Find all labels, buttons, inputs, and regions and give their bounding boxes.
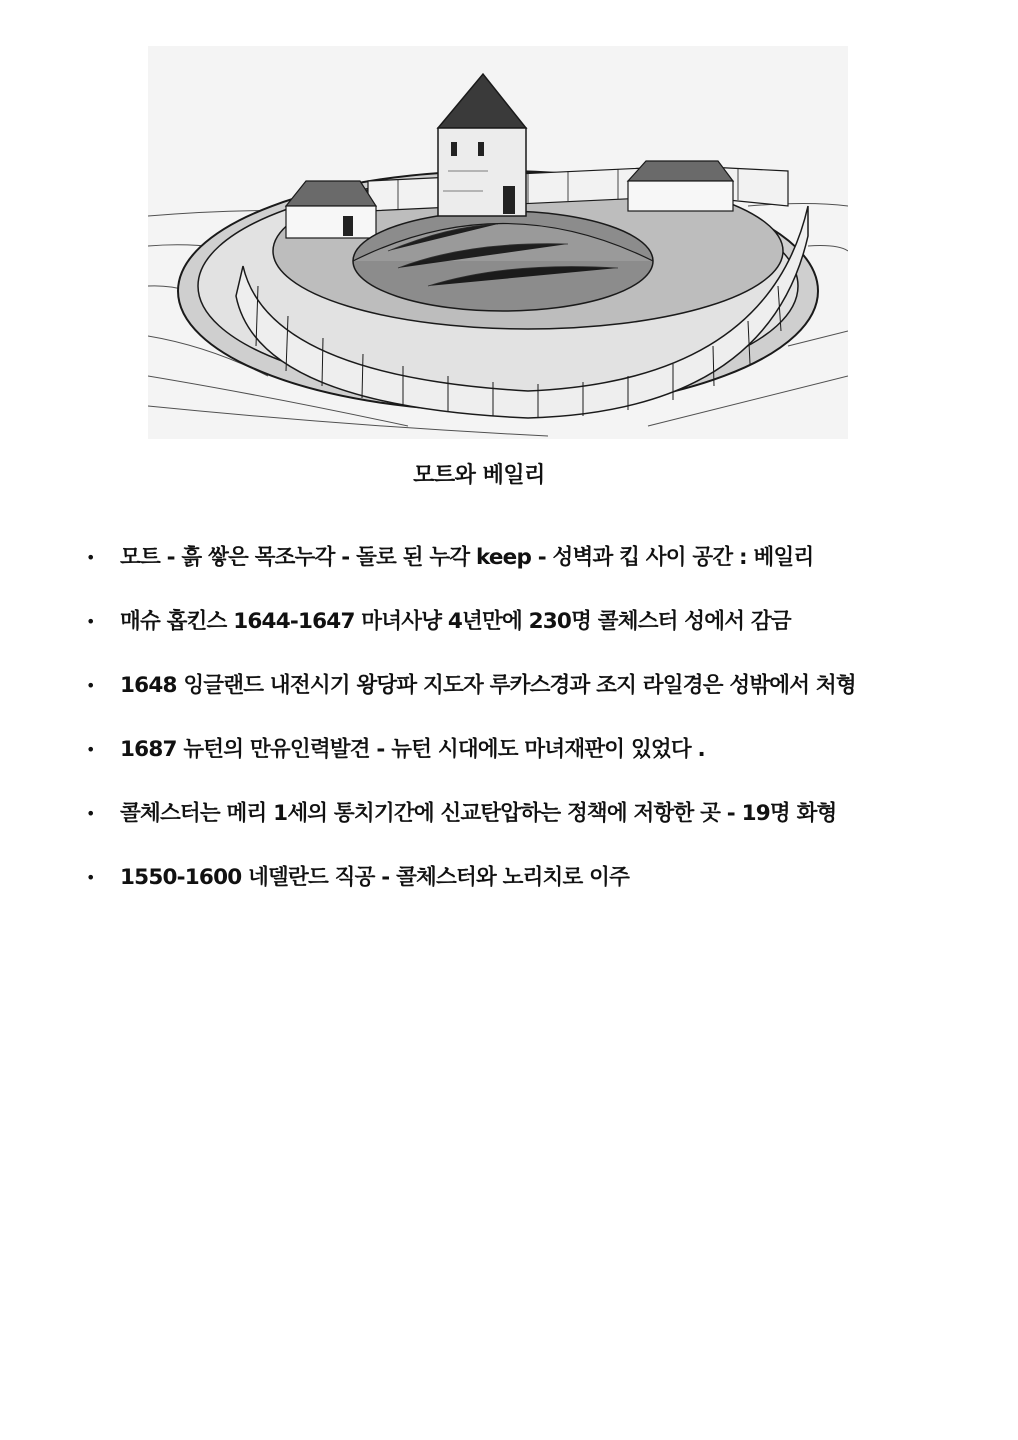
- bullet-dot-icon: •: [86, 804, 95, 823]
- bullet-dot-icon: •: [86, 676, 95, 695]
- motte-and-bailey-illustration: [148, 46, 848, 439]
- list-item: [80, 602, 1000, 666]
- bullet-text: 1687 뉴턴의 만유인력발견 - 뉴턴 시대에도 마녀재판이 있었다 .: [120, 737, 705, 762]
- bullet-dot-icon: •: [86, 740, 95, 759]
- list-item: [80, 538, 1000, 602]
- bullet-text: 모트 - 흙 쌓은 목조누각 - 돌로 된 누각 keep - 성벽과 킵 사이 공간 : 베일리: [120, 545, 814, 570]
- bullet-text: 매슈 홉킨스 1644-1647 마녀사냥 4년만에 230명 콜체스터 성에서 감금: [120, 609, 791, 634]
- bullet-text: 1648 잉글랜드 내전시기 왕당파 지도자 루카스경과 조지 라일경은 성밖에서 처형: [120, 673, 856, 698]
- bullet-dot-icon: •: [86, 612, 95, 631]
- list-item: [80, 666, 1000, 730]
- bullet-text: 1550-1600 네델란드 직공 - 콜체스터와 노리치로 이주: [120, 865, 630, 890]
- figure-caption: 모트와 베일리: [413, 463, 545, 488]
- list-item: [80, 730, 1000, 794]
- list-item: [80, 858, 1000, 922]
- bullet-dot-icon: •: [86, 548, 95, 567]
- bullet-dot-icon: •: [86, 868, 95, 887]
- list-item: [80, 794, 1000, 858]
- bullet-list: [80, 538, 1000, 922]
- bullet-text: 콜체스터는 메리 1세의 통치기간에 신교탄압하는 정책에 저항한 곳 - 19명 화형: [120, 801, 837, 826]
